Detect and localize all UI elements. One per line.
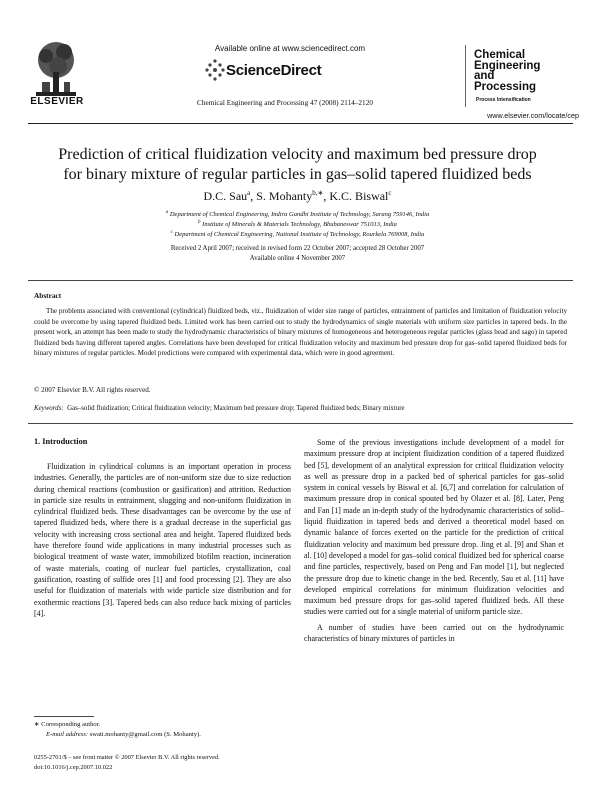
article-title: Prediction of critical fluidization velocity and maximum bed pressure drop for binary mixture of regular particles in gas–solid tapered fluidized beds bbox=[58, 146, 537, 183]
body-paragraph: Some of the previous investigations include development of a model for maximum pressure drop at incipient fluidization condition of a tapered fluidized bed [5], development of an analytical expression for critical fluidization velocity as well as pressure drop in a packed bed of spherical particles for gas–solid system in conical vessels by Biswal et al. [6,7] and correlation for calculation of maximum pressure drop in conical spouted bed by Olazer et al. [8]. Later, Peng and Fan [1] made an in-depth study of the hydrodynamic characteristics of solid–liquid fluidization in tapered beds and derived a theoretical model based on dynamic balance of forces exerted on the particle for the prediction of critical fluidization velocity and maximum bed pressure drop. Jing et al. [9] and Shan et al. [10] developed a model for gas–solid conical fluidized bed for spherical coarse and fine particles, respectively, based on Peng and Fan model [1], but neglected the pressure drop due to kinetic change in the bed. Recently, Sau et al. [11] have developed empirical correlations for minimum fluidization velocities and maximum bed pressure drops for gas–solid tapered fluidized beds. All these studies were carried out for a single material of uniform particle size. bbox=[304, 438, 564, 617]
corresponding-author-note: ∗ Corresponding author. bbox=[34, 721, 101, 728]
left-column bbox=[34, 461, 291, 619]
email-label: E-mail address: bbox=[46, 731, 89, 738]
abstract-bottom-rule bbox=[28, 423, 573, 424]
section-heading: 1. Introduction bbox=[34, 437, 88, 446]
abstract-text: The problems associated with conventional (cylindrical) fluidized beds, viz., fluidization of wider size range of particles, entrainment of particles and limitation of fluidization velocity could be overcome by using tapered fluidized beds. Limited work has been carried out to study the hydrodynamics of single materials with uniform size particles in tapered beds. In the present work, an attempt has been made to study the hydrodynamic characteristics of binary mixtures of homogeneous and heterogeneous regular particles (glass bead and sago) in tapered fluidized beds having different tapered angles. Correlations have been developed for critical fluidization velocity and maximum bed pressure drop for gas–solid tapered fluidized beds for binary mixtures of regular particles. Model predictions were compared with experimental data, which were in good agreement. bbox=[34, 307, 567, 357]
author-sup: a bbox=[247, 189, 251, 197]
body-paragraph: Fluidization in cylindrical columns is an important operation in process industries. Generally, the particles are of non-uniform size due to size reduction during chemical reactions (combustion or gasification) and attrition. Reduction in particle size results in entrainment, slugging and non-uniform fluidization in cylindrical fluidized beds. These disadvantages can be overcome by the use of tapered fluidized beds, where there is a gradual decrease in the superficial gas velocity with increasing cross sectional area and height. Tapered fluidized beds have therefore found wide applications in many industrial processes such as biological treatment of waste water, immobilized biofilm reaction, incineration of waste materials, coating of nuclear fuel particles, crystallization, coal gasification, roasting of sulfide ores [1] and food processing [2]. They are also useful for fluidization of materials with wide particle size distribution and for exothermic reactions [3]. Tapered beds can also reduce back mixing of particles [4]. bbox=[34, 462, 291, 618]
author-sup: c bbox=[388, 189, 392, 197]
publisher-logo-text: ELSEVIER bbox=[30, 96, 84, 107]
header-rule bbox=[28, 123, 573, 124]
sciencedirect-dots-icon bbox=[205, 58, 225, 82]
author-list: D.C. Sau$^a$, S. Mohanty$^{b,∗}$, K.C. Biswal$^c$ bbox=[203, 189, 392, 203]
email-link[interactable]: swati.mohanty@gmail.com (S. Mohanty). bbox=[89, 731, 201, 738]
affiliation: $^b$ Institute of Minerals & Materials Technology, Bhubaneswar 751013, India bbox=[198, 220, 397, 229]
author-sup: b,∗ bbox=[312, 189, 324, 197]
abstract-top-rule bbox=[28, 280, 573, 281]
doi-line[interactable]: doi:10.1016/j.cep.2007.10.022 bbox=[34, 764, 113, 771]
journal-logo-title: Chemical Engineering and Processing bbox=[474, 49, 541, 93]
affiliation: $^a$ Department of Chemical Engineering, Indira Gandhi Institute of Technology, Sarang 759146, India bbox=[165, 210, 430, 219]
sciencedirect-logo-text: ScienceDirect bbox=[226, 62, 322, 79]
abstract-heading: Abstract bbox=[34, 291, 62, 300]
author-name: D.C. Sau bbox=[203, 189, 248, 203]
author-name: S. Mohanty bbox=[256, 189, 313, 203]
affiliation: $^c$ Department of Chemical Engineering, National Institute of Technology, Rourkela 769008, India bbox=[170, 230, 425, 239]
available-online-date: Available online 4 November 2007 bbox=[249, 255, 346, 262]
keywords bbox=[34, 405, 567, 412]
elsevier-tree-logo bbox=[28, 38, 84, 104]
footnote-rule bbox=[34, 716, 94, 717]
keywords-label: Keywords: bbox=[34, 405, 64, 412]
body-paragraph: A number of studies have been carried out on the hydrodynamic characteristics of binary mixtures of particles in bbox=[304, 622, 564, 644]
keywords-list: Gas–solid fluidization; Critical fluidization velocity; Maximum bed pressure drop; Tapered fluidized beds; Binary mixture bbox=[67, 405, 405, 412]
journal-logo-subtitle: Process Intensification bbox=[476, 97, 531, 103]
received-dates: Received 2 April 2007; received in revised form 22 October 2007; accepted 28 October 2007 bbox=[170, 245, 425, 252]
right-column bbox=[304, 437, 564, 644]
abstract-copyright: © 2007 Elsevier B.V. All rights reserved. bbox=[34, 386, 151, 394]
email-note bbox=[46, 730, 201, 739]
available-online-text: Available online at www.sciencedirect.com bbox=[214, 44, 366, 53]
journal-reference: Chemical Engineering and Processing 47 (2008) 2114–2120 bbox=[196, 98, 374, 107]
journal-url: www.elsevier.com/locate/cep bbox=[487, 111, 579, 120]
author-name: K.C. Biswal bbox=[329, 189, 389, 203]
issn-line: 0255-2701/$ – see front matter © 2007 Elsevier B.V. All rights reserved. bbox=[34, 754, 220, 761]
